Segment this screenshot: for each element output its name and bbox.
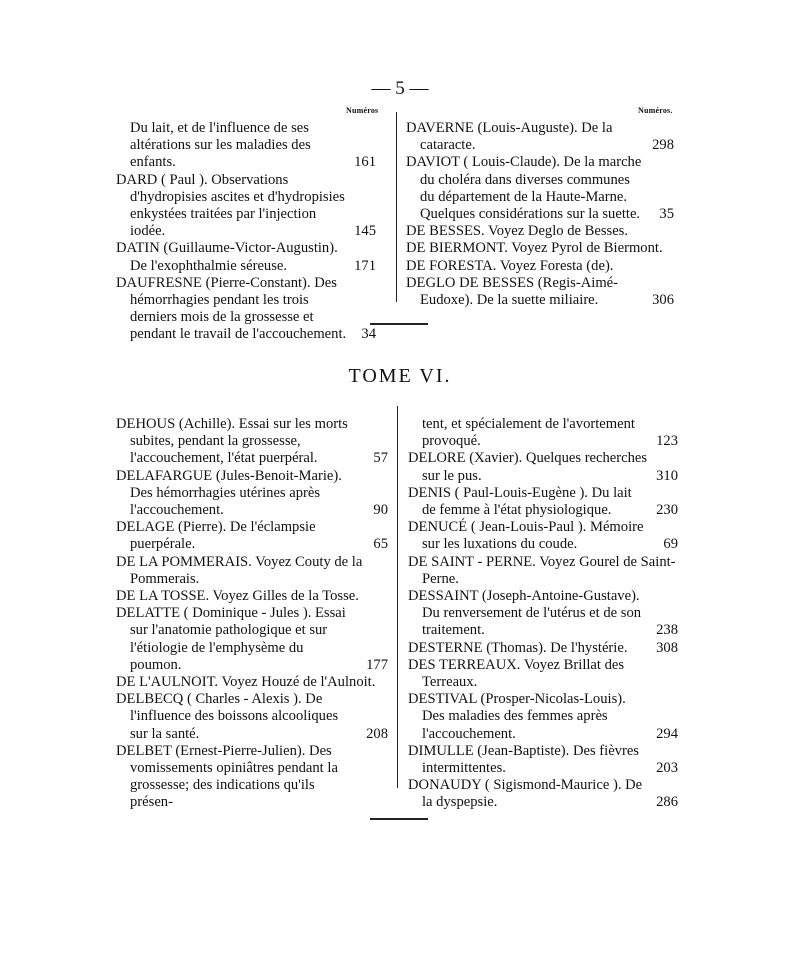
entry-number: 230 <box>656 502 678 519</box>
entry-text: DELORE (Xavier). Quelques recherches sur le pus. <box>408 450 648 484</box>
entry-text: DELBET (Ernest-Pierre-Julien). Des vomissements opiniâtres pendant la grossesse; des indications qu'ils présen- <box>116 742 338 811</box>
entry-text: DAVIOT ( Louis-Claude). De la marche du choléra dans diverses communes du département de la Haute-Marne. Quelques considérations sur la suette. <box>406 154 642 223</box>
entry-text: DESSAINT (Joseph-Antoine-Gustave). Du renversement de l'utérus et de son traitement. <box>408 588 642 639</box>
index-entry <box>116 691 388 743</box>
index-entry <box>406 120 674 154</box>
index-entry <box>408 450 678 484</box>
index-entry <box>408 588 678 640</box>
entry-text: DE LA POMMERAIS. Voyez Couty de la Pommerais. <box>116 553 363 587</box>
entry-number: 35 <box>659 206 674 223</box>
index-entry <box>116 120 376 172</box>
entry-number: 161 <box>354 154 376 171</box>
index-entry <box>116 275 376 344</box>
entry-text: DENUCÉ ( Jean-Louis-Paul ). Mémoire sur les luxations du coude. <box>408 519 644 553</box>
entry-number: 294 <box>656 725 678 742</box>
index-entry <box>406 240 674 257</box>
entry-text: DAVERNE (Louis-Auguste). De la cataracte. <box>406 120 613 154</box>
entry-text: DE L'AULNOIT. Voyez Houzé de l'Aulnoit. <box>116 674 376 691</box>
entry-text: DE BESSES. Voyez Deglo de Besses. <box>406 223 629 240</box>
entry-text: DAUFRESNE (Pierre-Constant). Des hémorrhagies pendant les trois derniers mois de la grossesse et pendant le travail de l'accouchement. <box>116 274 347 343</box>
entry-text: Du lait, et de l'influence de ses altérations sur les maladies des enfants. <box>130 120 311 171</box>
entry-text: DELAGE (Pierre). De l'éclampsie puerpérale. <box>116 519 316 553</box>
entry-text: DELBECQ ( Charles - Alexis ). De l'influence des boissons alcooliques sur la santé. <box>116 691 339 742</box>
column-rule-top <box>396 112 397 302</box>
index-entry <box>116 588 388 605</box>
entry-number: 34 <box>361 326 376 343</box>
entry-text: tent, et spécialement de l'avortement provoqué. <box>422 416 635 450</box>
entry-text: DELAFARGUE (Jules-Benoit-Marie). Des hémorrhagies utérines après l'accouchement. <box>116 467 342 519</box>
entry-text: DEGLO DE BESSES (Regis-Aimé-Eudoxe). De la suette miliaire. <box>406 274 619 309</box>
entry-number: 208 <box>366 725 388 742</box>
entry-text: DIMULLE (Jean-Baptiste). Des fièvres intermittentes. <box>408 742 639 777</box>
index-entry <box>116 416 388 468</box>
index-entry <box>408 640 678 657</box>
numeros-header-right: Numéros. <box>638 106 673 115</box>
entry-number: 203 <box>656 760 678 777</box>
index-entry <box>408 777 678 811</box>
entry-text: DARD ( Paul ). Observations d'hydropisies ascites et d'hydropisies enkystées traitées par l'injection iodée. <box>116 171 345 240</box>
numeros-header-left: Numéros <box>346 106 379 115</box>
top-left-column <box>116 120 376 344</box>
entry-text: DONAUDY ( Sigismond-Maurice ). De la dyspepsie. <box>408 777 643 811</box>
bottom-right-column <box>408 416 678 812</box>
index-entry <box>116 743 388 812</box>
index-entry <box>116 674 388 691</box>
bottom-left-column <box>116 416 388 812</box>
index-entry <box>116 468 388 520</box>
entry-number: 298 <box>652 137 674 154</box>
index-entry <box>116 605 388 674</box>
index-entry <box>116 519 388 553</box>
index-entry <box>406 223 674 240</box>
page-number: — 5 — <box>371 78 429 99</box>
index-entry <box>406 258 674 275</box>
entry-text: DESTIVAL (Prosper-Nicolas-Louis). Des maladies des femmes après l'accouchement. <box>408 691 626 742</box>
index-entry <box>116 172 376 241</box>
index-entry <box>116 240 376 274</box>
entry-number: 65 <box>373 536 388 553</box>
index-entry <box>408 657 678 691</box>
entry-number: 57 <box>373 450 388 467</box>
index-entry <box>116 554 388 588</box>
entry-number: 90 <box>373 502 388 519</box>
entry-text: DES TERREAUX. Voyez Brillat des Terreaux. <box>408 656 625 691</box>
column-rule-bottom <box>397 406 398 788</box>
entry-number: 286 <box>656 794 678 811</box>
entry-number: 123 <box>656 433 678 450</box>
entry-number: 310 <box>656 467 678 484</box>
entry-text: DE SAINT - PERNE. Voyez Gourel de Saint-Perne. <box>408 553 676 587</box>
entry-number: 69 <box>663 536 678 553</box>
entry-text: DENIS ( Paul-Louis-Eugène ). Du lait de femme à l'état physiologique. <box>408 484 632 519</box>
index-entry <box>406 275 674 309</box>
entry-text: DE LA TOSSE. Voyez Gilles de la Tosse. <box>116 588 359 605</box>
entry-number: 306 <box>652 292 674 309</box>
tome-title: TOME VI. <box>348 365 452 387</box>
index-entry <box>408 519 678 553</box>
section-separator <box>370 818 428 820</box>
index-entry <box>408 485 678 519</box>
entry-text: DE BIERMONT. Voyez Pyrol de Biermont. <box>406 240 663 257</box>
index-entry <box>408 743 678 777</box>
entry-text: DATIN (Guillaume-Victor-Augustin). De l'exophthalmie séreuse. <box>116 240 338 274</box>
index-entry <box>406 154 674 223</box>
entry-number: 308 <box>656 639 678 656</box>
entry-text: DELATTE ( Dominique - Jules ). Essai sur l'anatomie pathologique et sur l'étiologie de l'emphysème du poumon. <box>116 605 346 673</box>
entry-text: DESTERNE (Thomas). De l'hystérie. <box>408 639 628 656</box>
entry-number: 238 <box>656 622 678 639</box>
entry-number: 171 <box>354 257 376 274</box>
entry-text: DEHOUS (Achille). Essai sur les morts subites, pendant la grossesse, l'accouchement, l'état puerpéral. <box>116 416 348 467</box>
index-entry <box>408 691 678 743</box>
entry-number: 145 <box>354 223 376 240</box>
entry-number: 177 <box>366 656 388 673</box>
top-right-column <box>406 120 674 309</box>
index-entry <box>408 554 678 588</box>
entry-text: DE FORESTA. Voyez Foresta (de). <box>406 257 614 274</box>
section-separator <box>370 323 428 325</box>
index-entry <box>408 416 678 450</box>
